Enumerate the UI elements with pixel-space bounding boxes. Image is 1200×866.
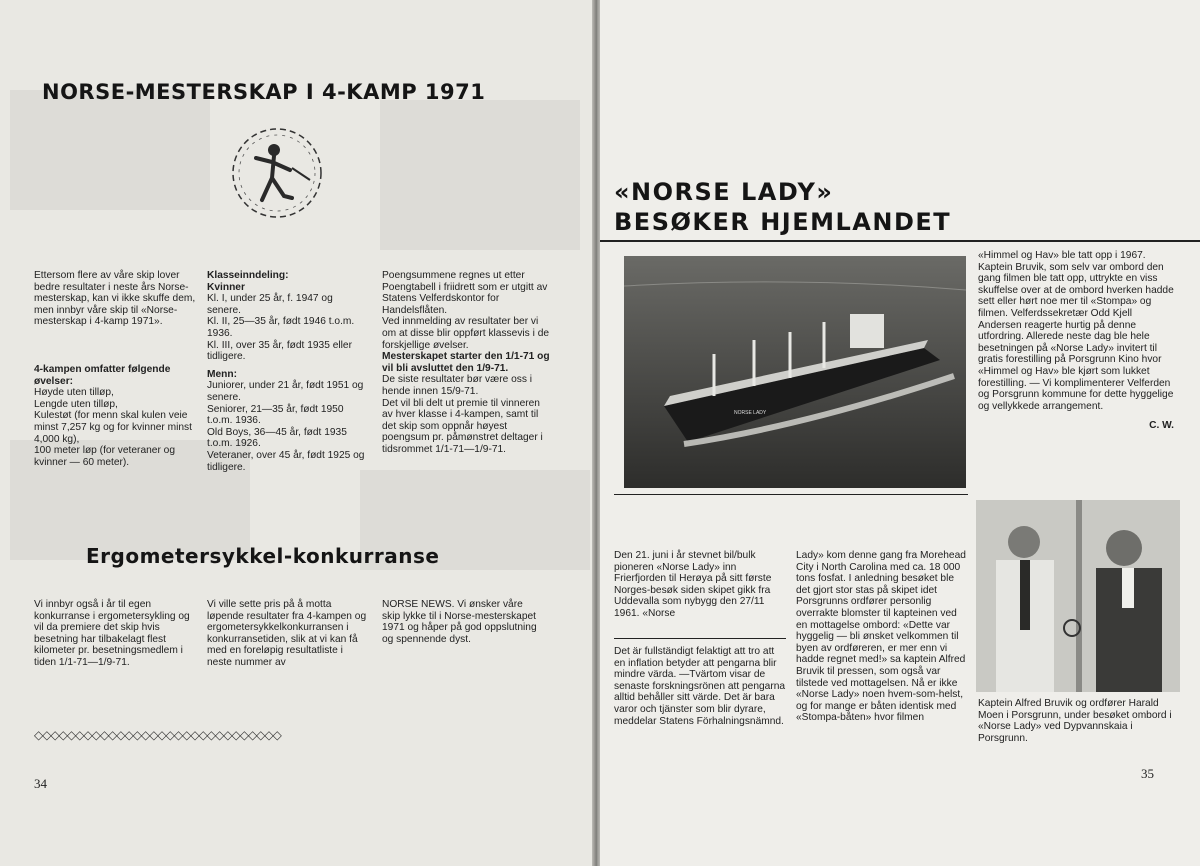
events-heading: 4-kampen omfatter følgende øvelser: xyxy=(34,363,171,387)
two-men-illustration xyxy=(976,500,1180,692)
side-text-column xyxy=(978,250,1174,432)
event-item: Lengde uten tilløp, xyxy=(34,398,118,410)
event-item: Høyde uten tilløp, xyxy=(34,387,114,399)
article-title-line-2: BESØKER HJEMLANDET xyxy=(614,208,952,236)
rules-paragraph: Ved innmelding av resultater ber vi om at disse blir oppført klassevis i de forskjellige øvelser. xyxy=(382,316,550,351)
page-number-right: 35 xyxy=(1141,766,1154,781)
story-column-1 xyxy=(614,550,788,620)
rules-paragraph: Poengsummene regnes ut etter Poengtabell i friidrett som er utgitt av Statens Velferdskontor for Handelsflåten. xyxy=(382,270,548,316)
intro-column xyxy=(34,270,199,468)
story-paragraph: Den 21. juni i år stevnet bil/bulk pioneren «Norse Lady» inn Frierfjorden til Herøya på sitt første Norges-besøk siden skipet gikk fra Uddevalla som nybygg den 27/11 1961. «Norse xyxy=(614,550,772,619)
story-paragraph: Lady» kom denne gang fra Morehead City i North Carolina med ca. 18 000 tons fosfat. I anledning besøket ble det gjort stor stas på skipet idet Porsgrunns ordfører personlig overrakte blomster til kapteinen ved en mottagelse ombord: «Dette var hyggelig — bli ønsket velkommen til byen av ordføreren, er mer enn vi hadde regnet med!» sa kaptein Alfred Bruvik til pressen, som også var tilstede ved mottagelsen. Nå er ikke «Norse Lady» noen hvem-som-helst, og for mange er båten identisk med «Stompa-båten» hvor filmen xyxy=(796,550,966,724)
ergo-paragraph: Vi innbyr også i år til egen konkurranse i ergometersykling og vil da premiere det skip hvis besetning har tilbakelagt flest kilometer pr. besetningsmedlem i tiden 1/1-71—1/9-71. xyxy=(34,599,190,668)
swedish-paragraph: Det är fullständigt felaktigt att tro att en inflation betyder att pengarna blir mindre värda. —Tvärtom visar de senaste forskningsrönen att pengarna alltid behåller sitt värde. Det är bara varor och tjänster som blir dyrare, meddelar Statens Förhalningsnämnd. xyxy=(614,646,786,727)
ergo-column-2 xyxy=(207,599,367,669)
page-title: NORSE-MESTERSKAP I 4-KAMP 1971 xyxy=(42,80,486,104)
rules-paragraph: Det vil bli delt ut premie til vinneren av hver klasse i 4-kampen, samt til det skip som oppnår høyest poengsum pr. påmønstret deltager i tidsrommet 1/1-71—1/9-71. xyxy=(382,397,543,455)
rules-paragraph: De siste resultater bør være oss i hende innen 15/9-71. xyxy=(382,374,533,397)
ergo-paragraph: NORSE NEWS. Vi ønsker våre skip lykke til i Norse-mesterskapet 1971 og håper på god oppslutning og spennende dyst. xyxy=(382,599,537,645)
ergo-paragraph: Vi ville sette pris på å motta løpende resultater fra 4-kampen og ergometersykkelkonkurransen i konkurransetiden, slik at vi kan få med en foreløpig resultatliste i neste nummer av xyxy=(207,599,367,668)
show-through-shadow xyxy=(10,90,210,210)
show-through-shadow xyxy=(380,100,580,250)
class-item: Seniorer, 21—35 år, født 1950 t.o.m. 1936. xyxy=(207,403,344,427)
ship-illustration xyxy=(624,256,966,488)
event-item: Kulestøt (for menn skal kulen veie minst 7,257 kg og for kvinner minst 4,000 kg), xyxy=(34,410,192,445)
classes-heading: Klasseinndeling: xyxy=(207,270,289,281)
box-rule xyxy=(614,638,786,639)
right-page xyxy=(600,0,1200,866)
rules-bold-dates: Mesterskapet starter den 1/1-71 og vil bli avsluttet den 1/9-71. xyxy=(382,351,550,374)
ship-name-label: NORSE LADY xyxy=(734,410,767,416)
class-item: Kl. I, under 25 år, f. 1947 og senere. xyxy=(207,293,333,316)
ship-photo xyxy=(624,256,966,488)
ergo-column-1 xyxy=(34,599,199,669)
swedish-box xyxy=(614,646,786,727)
page-number-left: 34 xyxy=(34,776,47,791)
signature: C. W. xyxy=(1149,420,1174,432)
class-item: Kl. III, over 35 år, født 1935 eller tidligere. xyxy=(207,339,352,363)
section-rule xyxy=(614,494,968,495)
ergo-column-3 xyxy=(382,599,542,645)
side-paragraph: «Himmel og Hav» ble tatt opp i 1967. Kaptein Bruvik, som selv var ombord den gang filmen ble tatt opp, uttrykte en viss skuffelse over at de ombord hverken hadde sett eller hørt noe mer til «Stompa» og filmen. Velferdssekretær Odd Kjell Andersen reagerte hurtig på denne utfordring. Allerede neste dag ble hele besetningen på «Norse Lady» invitert til gratis forestilling på Porsgrunn Kino hvor «Himmel og Hav» ble kjørt som lukket forestilling. — Vi komplimenterer Velferden og Porsgrunn kommune for dette hyggelige og vellykkede arrangement. xyxy=(978,250,1174,412)
classes-column xyxy=(207,270,367,473)
men-heading: Menn: xyxy=(207,368,237,380)
article-title-line-1: «NORSE LADY» xyxy=(614,178,834,206)
left-page xyxy=(0,0,594,866)
class-item: Kl. II, 25—35 år, født 1946 t.o.m. 1936. xyxy=(207,316,355,339)
rules-column xyxy=(382,270,550,456)
class-item: Old Boys, 36—45 år, født 1935 t.o.m. 1926. xyxy=(207,426,347,450)
ornament-divider: ◇◇◇◇◇◇◇◇◇◇◇◇◇◇◇◇◇◇◇◇◇◇◇◇◇◇◇◇◇◇ xyxy=(34,728,281,742)
photo-caption xyxy=(978,698,1174,744)
story-column-2 xyxy=(796,550,968,724)
title-rule xyxy=(600,240,1200,242)
section-title-ergometer: Ergometersykkel-konkurranse xyxy=(86,544,440,568)
women-heading: Kvinner xyxy=(207,281,245,293)
intro-paragraph: Ettersom flere av våre skip lover bedre resultater i neste års Norse-mesterskap, kan vi ikke skuffe dem, men innbyr våre skip til «Norse-mesterskap i 4-kamp 1971». xyxy=(34,270,196,328)
athlete-wreath-emblem xyxy=(222,120,332,226)
caption-text: Kaptein Alfred Bruvik og ordfører Harald Moen i Porsgrunn, under besøket ombord i «Norse Lady» ved Dypvannskaia i Porsgrunn. xyxy=(978,698,1172,744)
class-item: Juniorer, under 21 år, født 1951 og senere. xyxy=(207,380,364,403)
captain-mayor-photo xyxy=(976,500,1180,692)
event-item: 100 meter løp (for veteraner og kvinner — 60 meter). xyxy=(34,445,175,468)
class-item: Veteraner, over 45 år, født 1925 og tidligere. xyxy=(207,449,365,473)
